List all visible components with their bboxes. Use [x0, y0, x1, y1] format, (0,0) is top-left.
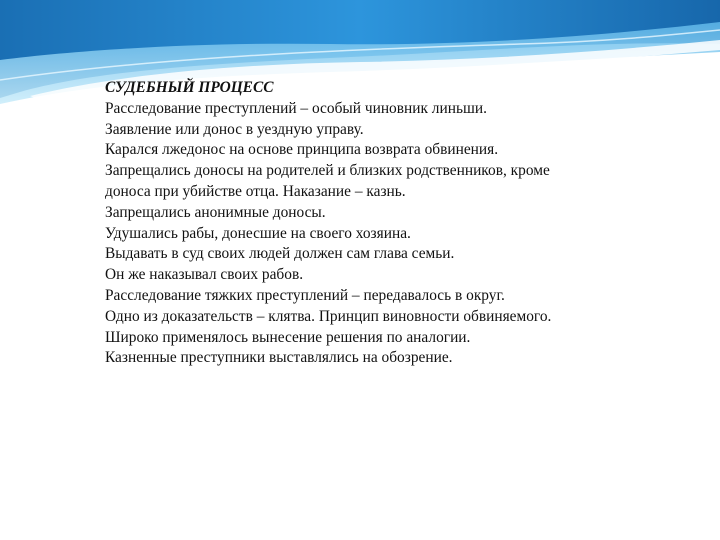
text-line: Удушались рабы, донесшие на своего хозяина. [105, 224, 411, 242]
text-line: доноса при убийстве отца. Наказание – казнь. [105, 182, 406, 200]
text-line: Расследование тяжких преступлений – передавалось в округ. [105, 286, 505, 304]
text-line: Выдавать в суд своих людей должен сам глава семьи. [105, 245, 455, 263]
text-line: Казненные преступники выставлялись на обозрение. [105, 349, 453, 367]
text-line: Он же наказывал своих рабов. [105, 266, 304, 284]
slide-content [105, 78, 705, 369]
text-line: Запрещались доносы на родителей и близких родственников, кроме [105, 162, 550, 180]
slide-title: СУДЕБНЫЙ ПРОЦЕСС [105, 79, 274, 96]
text-line: Запрещались анонимные доносы. [105, 203, 326, 221]
text-line: Широко применялось вынесение решения по аналогии. [105, 328, 471, 346]
text-line: Карался лжедонос на основе принципа возврата обвинения. [105, 141, 499, 159]
text-line: Одно из доказательств – клятва. Принцип виновности обвиняемого. [105, 307, 552, 325]
text-line: Расследование преступлений – особый чиновник линьши. [105, 99, 487, 117]
text-line: Заявление или донос в уездную управу. [105, 120, 364, 138]
